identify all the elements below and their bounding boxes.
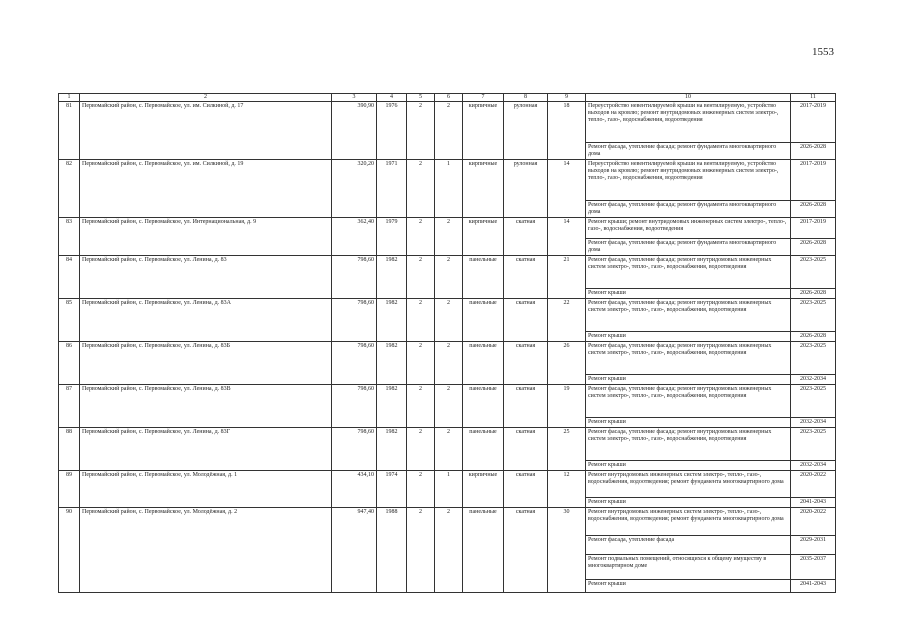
row-number: 83 [59,218,80,256]
area-cell: 798,60 [332,299,377,342]
period-cell: 2026-2028 [791,239,836,256]
work-type-cell: Ремонт крыши [586,418,791,428]
table-row [59,471,836,498]
floors-cell: 2 [407,256,435,299]
period-cell: 2041-2043 [791,580,836,593]
column-number: 8 [504,94,548,102]
work-type-cell: Ремонт фасада, утепление фасада; ремонт фундамента многоквартирного дома [586,143,791,160]
work-type-cell: Ремонт фасада, утепление фасада; ремонт внутридомовых инженерных систем электро-, тепло-, газо-, водоснабжения, водоотведения [586,385,791,418]
roof-type-cell: скатная [504,508,548,593]
address-cell: Первомайский район, с. Первомайское, ул. им. Силкиной, д. 17 [80,102,332,160]
work-type-cell: Ремонт фасада, утепление фасада; ремонт внутридомовых инженерных систем электро-, тепло-, газо-, водоснабжения, водоотведения [586,342,791,375]
year-cell: 1979 [377,218,407,256]
area-cell: 434,10 [332,471,377,508]
floors-cell: 2 [407,299,435,342]
wall-material-cell: панельные [463,299,504,342]
address-cell: Первомайский район, с. Первомайское, ул. Молодёжная, д. 1 [80,471,332,508]
period-cell: 2035-2037 [791,555,836,580]
table-row [59,102,836,143]
table-row [59,508,836,536]
roof-type-cell: скатная [504,428,548,471]
wall-material-cell: кирпичные [463,160,504,218]
floors-cell: 2 [407,385,435,428]
page-number: 1553 [812,46,834,58]
table-row [59,256,836,289]
wall-material-cell: панельные [463,508,504,593]
column-number: 4 [377,94,407,102]
column9-cell: 14 [548,160,586,218]
address-cell: Первомайский район, с. Первомайское, ул. Молодёжная, д. 2 [80,508,332,593]
area-cell: 798,60 [332,428,377,471]
row-number: 87 [59,385,80,428]
year-cell: 1982 [377,256,407,299]
column-number: 2 [80,94,332,102]
year-cell: 1976 [377,102,407,160]
column9-cell: 18 [548,102,586,160]
period-cell: 2023-2025 [791,256,836,289]
area-cell: 798,60 [332,256,377,299]
roof-type-cell: скатная [504,256,548,299]
work-type-cell: Ремонт подвальных помещений, относящихся к общему имуществу в многоквартирном доме [586,555,791,580]
column-number: 11 [791,94,836,102]
column-number: 9 [548,94,586,102]
roof-type-cell: рулонная [504,160,548,218]
period-cell: 2032-2034 [791,375,836,385]
work-type-cell: Ремонт крыши; ремонт внутридомовых инженерных систем электро-, тепло-, газо-, водоснабжения, водоотведения [586,218,791,239]
row-number: 88 [59,428,80,471]
work-type-cell: Ремонт крыши [586,498,791,508]
period-cell: 2023-2025 [791,385,836,418]
year-cell: 1982 [377,342,407,385]
capital-repair-table [58,93,836,593]
entrances-cell: 2 [435,428,463,471]
work-type-cell: Ремонт фасада, утепление фасада; ремонт фундамента многоквартирного дома [586,239,791,256]
entrances-cell: 2 [435,102,463,160]
address-cell: Первомайский район, с. Первомайское, ул. Интернациональная, д. 9 [80,218,332,256]
wall-material-cell: кирпичные [463,102,504,160]
period-cell: 2026-2028 [791,143,836,160]
entrances-cell: 2 [435,256,463,299]
address-cell: Первомайский район, с. Первомайское, ул. Ленина, д. 83В [80,385,332,428]
year-cell: 1982 [377,299,407,342]
work-type-cell: Ремонт крыши [586,332,791,342]
floors-cell: 2 [407,428,435,471]
work-type-cell: Ремонт внутридомовых инженерных систем электро-, тепло-, газо-, водоснабжения, водоотведения; ремонт фундамента многоквартирного дома [586,508,791,536]
address-cell: Первомайский район, с. Первомайское, ул. Ленина, д. 83Г [80,428,332,471]
period-cell: 2032-2034 [791,461,836,471]
work-type-cell: Ремонт фасада, утепление фасада; ремонт внутридомовых инженерных систем электро-, тепло-, газо-, водоснабжения, водоотведения [586,428,791,461]
entrances-cell: 2 [435,299,463,342]
year-cell: 1982 [377,385,407,428]
wall-material-cell: кирпичные [463,218,504,256]
roof-type-cell: рулонная [504,102,548,160]
table-row [59,342,836,375]
roof-type-cell: скатная [504,218,548,256]
year-cell: 1988 [377,508,407,593]
column9-cell: 19 [548,385,586,428]
year-cell: 1974 [377,471,407,508]
column-number: 3 [332,94,377,102]
column9-cell: 25 [548,428,586,471]
roof-type-cell: скатная [504,385,548,428]
work-type-cell: Ремонт крыши [586,461,791,471]
area-cell: 798,60 [332,385,377,428]
period-cell: 2017-2019 [791,102,836,143]
entrances-cell: 2 [435,385,463,428]
roof-type-cell: скатная [504,342,548,385]
column9-cell: 22 [548,299,586,342]
column9-cell: 14 [548,218,586,256]
area-cell: 320,20 [332,160,377,218]
period-cell: 2023-2025 [791,342,836,375]
column9-cell: 30 [548,508,586,593]
wall-material-cell: кирпичные [463,471,504,508]
period-cell: 2029-2031 [791,536,836,555]
address-cell: Первомайский район, с. Первомайское, ул. им. Силкиной, д. 19 [80,160,332,218]
area-cell: 947,40 [332,508,377,593]
wall-material-cell: панельные [463,428,504,471]
floors-cell: 2 [407,342,435,385]
work-type-cell: Ремонт крыши [586,375,791,385]
column9-cell: 21 [548,256,586,299]
period-cell: 2023-2025 [791,428,836,461]
year-cell: 1971 [377,160,407,218]
wall-material-cell: панельные [463,256,504,299]
row-number: 84 [59,256,80,299]
table-row [59,299,836,332]
work-type-cell: Ремонт крыши [586,289,791,299]
roof-type-cell: скатная [504,471,548,508]
table-row [59,160,836,201]
column9-cell: 12 [548,471,586,508]
entrances-cell: 2 [435,508,463,593]
roof-type-cell: скатная [504,299,548,342]
work-type-cell: Ремонт фасада, утепление фасада; ремонт внутридомовых инженерных систем электро-, тепло-, газо-, водоснабжения, водоотведения [586,256,791,289]
wall-material-cell: панельные [463,385,504,428]
column-number-row [59,94,836,102]
entrances-cell: 1 [435,160,463,218]
entrances-cell: 1 [435,471,463,508]
area-cell: 390,90 [332,102,377,160]
period-cell: 2026-2028 [791,289,836,299]
row-number: 90 [59,508,80,593]
period-cell: 2032-2034 [791,418,836,428]
entrances-cell: 2 [435,218,463,256]
floors-cell: 2 [407,471,435,508]
work-type-cell: Переустройство невентилируемой крыши на вентилируемую, устройство выходов на кровлю; ремонт внутридомовых инженерных систем электро-, тепло-, газо-, водоснабжения, водоотведения [586,160,791,201]
column-number: 7 [463,94,504,102]
work-type-cell: Ремонт фасада, утепление фасада; ремонт фундамента многоквартирного дома [586,201,791,218]
column-number: 1 [59,94,80,102]
address-cell: Первомайский район, с. Первомайское, ул. Ленина, д. 83 [80,256,332,299]
floors-cell: 2 [407,102,435,160]
area-cell: 798,60 [332,342,377,385]
row-number: 86 [59,342,80,385]
period-cell: 2026-2028 [791,201,836,218]
floors-cell: 2 [407,218,435,256]
table-row [59,385,836,418]
entrances-cell: 2 [435,342,463,385]
row-number: 81 [59,102,80,160]
column-number: 6 [435,94,463,102]
row-number: 82 [59,160,80,218]
table-row [59,218,836,239]
address-cell: Первомайский район, с. Первомайское, ул. Ленина, д. 83А [80,299,332,342]
work-type-cell: Ремонт фасада, утепление фасада [586,536,791,555]
row-number: 85 [59,299,80,342]
work-type-cell: Ремонт крыши [586,580,791,593]
period-cell: 2041-2043 [791,498,836,508]
period-cell: 2020-2022 [791,471,836,498]
row-number: 89 [59,471,80,508]
column-number: 10 [586,94,791,102]
period-cell: 2026-2028 [791,332,836,342]
address-cell: Первомайский район, с. Первомайское, ул. Ленина, д. 83Б [80,342,332,385]
period-cell: 2017-2019 [791,160,836,201]
period-cell: 2017-2019 [791,218,836,239]
floors-cell: 2 [407,160,435,218]
work-type-cell: Переустройство невентилируемой крыши на вентилируемую, устройство выходов на кровлю; ремонт внутридомовых инженерных систем электро-, тепло-, газо-, водоснабжения, водоотведения [586,102,791,143]
area-cell: 362,40 [332,218,377,256]
wall-material-cell: панельные [463,342,504,385]
work-type-cell: Ремонт внутридомовых инженерных систем электро-, тепло-, газо-, водоснабжения, водоотведения; ремонт фундамента многоквартирного дома [586,471,791,498]
period-cell: 2020-2022 [791,508,836,536]
work-type-cell: Ремонт фасада, утепление фасада; ремонт внутридомовых инженерных систем электро-, тепло-, газо-, водоснабжения, водоотведения [586,299,791,332]
column-number: 5 [407,94,435,102]
table-row [59,428,836,461]
period-cell: 2023-2025 [791,299,836,332]
year-cell: 1982 [377,428,407,471]
floors-cell: 2 [407,508,435,593]
column9-cell: 26 [548,342,586,385]
